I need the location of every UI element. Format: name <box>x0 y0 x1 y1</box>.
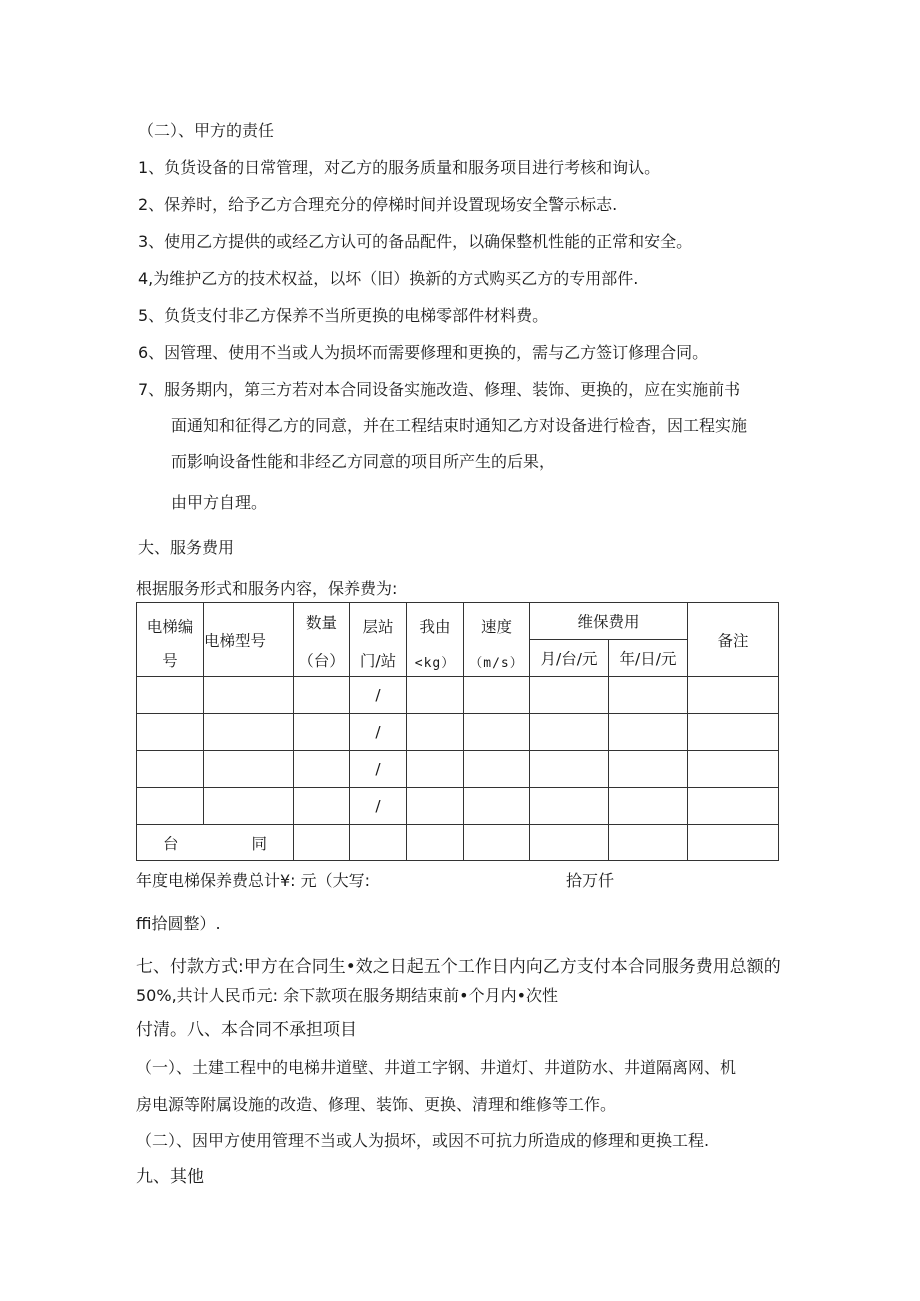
floors-cell: / <box>350 751 407 788</box>
duty-item-2: 2、保养时，给予乙方合理充分的停梯时间并设置现场安全警示标志. <box>138 195 618 214</box>
table-row <box>137 714 779 751</box>
duty-item-6: 6、因管理、使用不当或人为损坏而需要修理和更换的，需与乙方签订修理合同。 <box>138 343 709 362</box>
table-row <box>137 677 779 714</box>
floors-cell: / <box>350 788 407 825</box>
payment-terms-line-2: 50%,共计人民币元: 余下款项在服务期结束前•个月内•次性 <box>136 986 559 1005</box>
header-load: 我由 <kg） <box>407 603 464 677</box>
header-quantity: 数量 （台） <box>294 603 350 677</box>
section-heading-service-fee: 大、服务费用 <box>138 538 235 557</box>
duty-item-3: 3、使用乙方提供的或经乙方认可的备品配件，以确保整机性能的正常和安全。 <box>138 232 693 251</box>
total-label: 台 同 <box>137 825 294 861</box>
annual-total: 年度电梯保养费总计¥: 元（大写: <box>136 871 371 890</box>
table-row <box>137 788 779 825</box>
duty-item-7-cont-2: 而影响设备性能和非经乙方同意的项目所产生的后果， <box>171 452 556 471</box>
exclusion-1: （一）、土建工程中的电梯井道壁、井道工字钢、井道灯、井道防水、井道隔离网、机 <box>136 1058 737 1077</box>
duty-item-5: 5、负货支付非乙方保养不当所更换的电梯零部件材料费。 <box>138 306 549 325</box>
floors-cell: / <box>350 714 407 751</box>
duty-item-7: 7、服务期内，第三方若对本合同设备实施改造、修理、装饰、更换的，应在实施前书 <box>138 380 741 399</box>
header-model: 电梯型号 <box>204 603 294 677</box>
section-heading-other: 九、其他 <box>136 1167 204 1187</box>
exclusion-1-cont: 房电源等附属设施的改造、修理、装饰、更换、清理和维修等工作。 <box>136 1095 617 1114</box>
floors-cell: / <box>350 677 407 714</box>
header-yearly-fee: 年/日/元 <box>609 640 688 677</box>
annual-total-end: ffi拾圆整）. <box>136 914 221 933</box>
duty-item-4: 4,为维护乙方的技术权益，以坏（旧）换新的方式购买乙方的专用部件. <box>138 269 639 288</box>
fee-intro: 根据服务形式和服务内容，保养费为: <box>136 579 398 598</box>
payment-terms-line-3: 付清。八、本合同不承担项目 <box>136 1020 357 1040</box>
payment-terms-line-1: 七、付款方式:甲方在合同生•效之日起五个工作日内向乙方支付本合同服务费用总额的 <box>136 957 781 977</box>
header-monthly-fee: 月/台/元 <box>530 640 609 677</box>
table-row <box>137 751 779 788</box>
header-floors: 层站 门/站 <box>350 603 407 677</box>
duty-item-7-cont-3: 由甲方自理。 <box>171 493 268 512</box>
header-remarks: 备注 <box>688 603 779 677</box>
exclusion-2: （二）、因甲方使用管理不当或人为损坏，或因不可抗力所造成的修理和更换工程. <box>136 1131 710 1150</box>
fee-table <box>136 602 779 861</box>
duty-item-1: 1、负货设备的日常管理，对乙方的服务质量和服务项目进行考核和询认。 <box>138 158 661 177</box>
section-heading-party-a-duties: （二）、甲方的责任 <box>138 121 275 140</box>
header-maintenance-fee: 维保费用 <box>530 603 688 640</box>
table-total-row <box>137 825 779 861</box>
header-elevator-no: 电梯编 号 <box>137 603 204 677</box>
duty-item-7-cont-1: 面通知和征得乙方的同意，并在工程结束时通知乙方对设备进行检杳，因工程实施 <box>171 416 748 435</box>
annual-total-units: 拾万仟 <box>566 871 615 890</box>
header-speed: 速度 （m∕s） <box>464 603 530 677</box>
